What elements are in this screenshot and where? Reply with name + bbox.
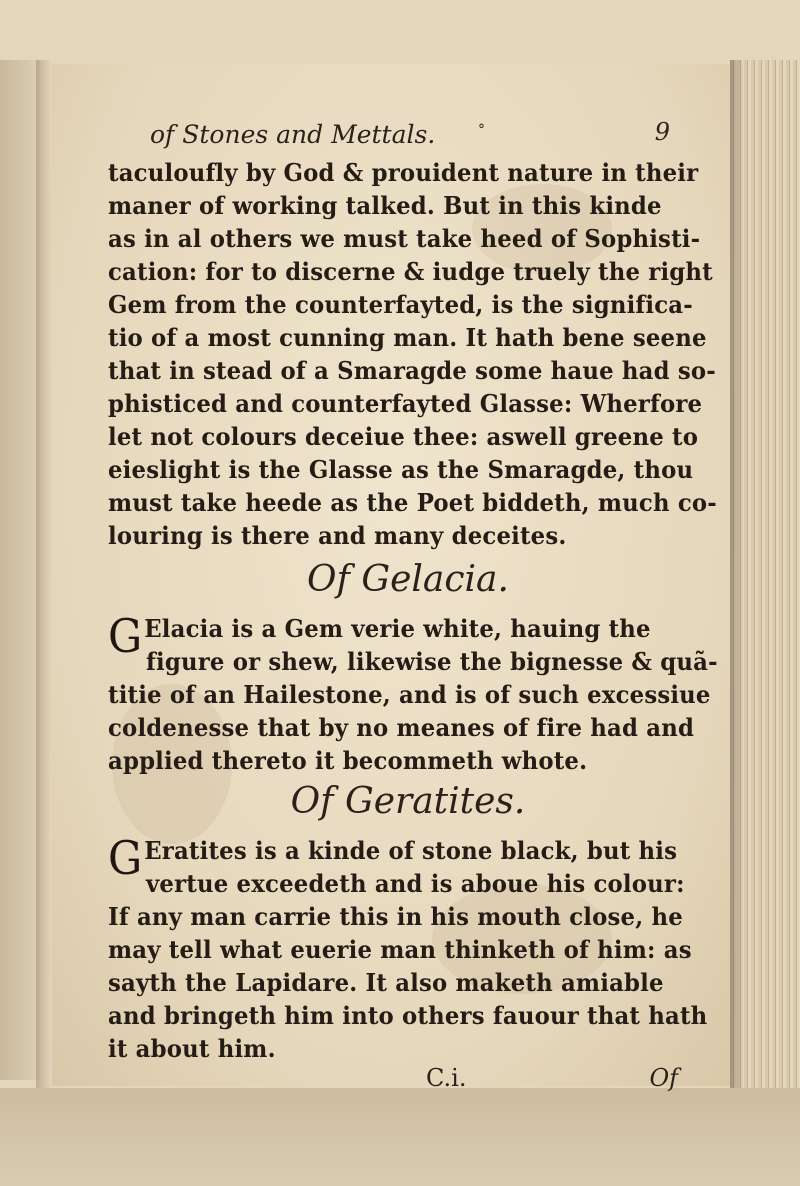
body-line-text: Eratites is a kinde of stone black, but his	[144, 836, 678, 865]
body-line: may tell what euerie man thinketh of him: as	[108, 935, 692, 964]
section-heading-geratites: Of Geratites.	[290, 781, 526, 822]
page-footer	[108, 1064, 708, 1098]
body-line-text: Elacia is a Gem verie white, hauing the	[144, 614, 651, 643]
body-line: and bringeth him into others fauour that hath	[108, 1001, 708, 1030]
body-line: phisticed and counterfayted Glasse: Wherfore	[108, 389, 703, 418]
stray-mark: °	[478, 122, 485, 138]
body-line: taculoufly by God & prouident nature in their	[108, 158, 699, 187]
body-line: must take heede as the Poet biddeth, much co-	[108, 488, 717, 517]
body-line: figure or shew, likewise the bignesse & quã-	[146, 647, 718, 676]
body-line: tio of a most cunning man. It hath bene seene	[108, 323, 707, 352]
drop-cap: G	[108, 609, 143, 663]
body-line: applied thereto it becommeth whote.	[108, 746, 588, 775]
gutter-shadow	[36, 60, 52, 1090]
body-line: as in al others we must take heed of Sophisti-	[108, 224, 701, 253]
body-line: vertue exceedeth and is aboue his colour:	[146, 869, 685, 898]
body-line: If any man carrie this in his mouth close, he	[108, 902, 683, 931]
section-heading-gelacia: Of Gelacia.	[307, 559, 509, 600]
body-line: titie of an Hailestone, and is of such excessiue	[108, 680, 711, 709]
drop-cap: G	[108, 831, 143, 885]
page-edges	[730, 60, 800, 1090]
facing-page-bleed	[0, 60, 40, 1080]
body-line: cation: for to discerne & iudge truely the right	[108, 257, 713, 286]
body-line: maner of working talked. But in this kinde	[108, 191, 662, 220]
body-line: it about him.	[108, 1034, 276, 1063]
body-line: eieslight is the Glasse as the Smaragde, thou	[108, 455, 694, 484]
bottom-page-shadow	[0, 1088, 800, 1186]
catchword: Of	[649, 1064, 678, 1092]
body-line: louring is there and many deceites.	[108, 521, 567, 550]
body-line: let not colours deceiue thee: aswell greene to	[108, 422, 699, 451]
running-head	[150, 120, 710, 150]
body-line: that in stead of a Smaragde some haue had so-	[108, 356, 716, 385]
body-line: Gem from the counterfayted, is the significa-	[108, 290, 693, 319]
body-line: coldenesse that by no meanes of fire had and	[108, 713, 695, 742]
running-title: of Stones and Mettals.	[150, 120, 436, 149]
page-number: 9	[654, 118, 670, 146]
signature-mark: C.i.	[426, 1064, 467, 1092]
body-line: sayth the Lapidare. It also maketh amiable	[108, 968, 664, 997]
